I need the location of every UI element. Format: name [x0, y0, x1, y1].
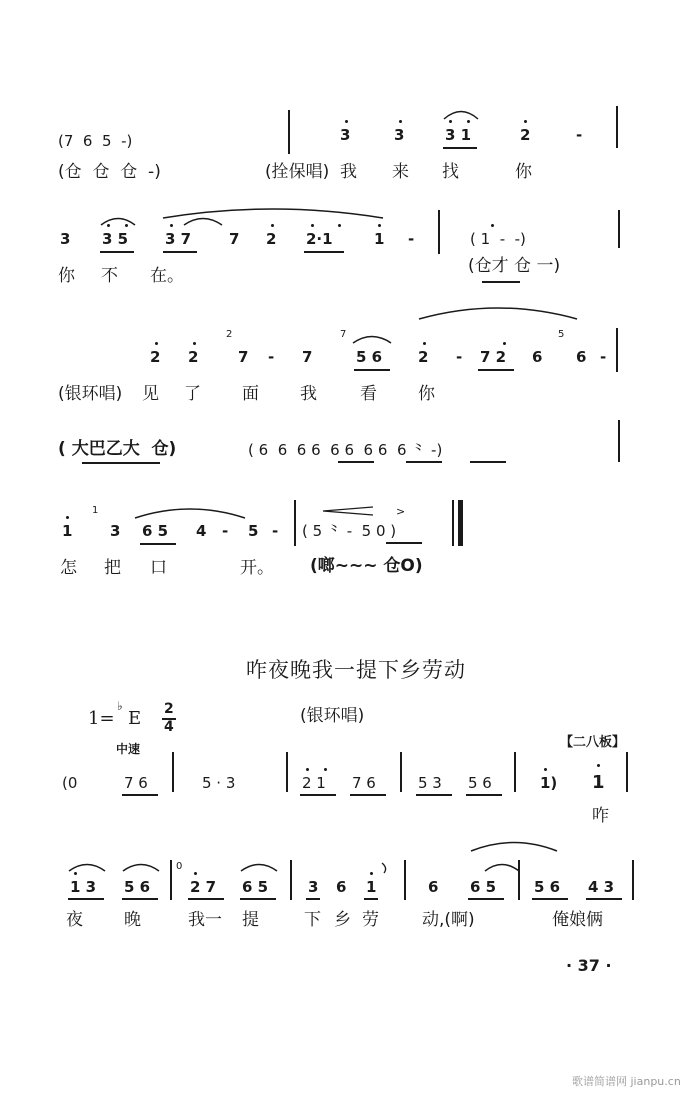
lyric: 不 — [101, 266, 118, 286]
note: 4 — [196, 522, 207, 540]
beam — [478, 369, 514, 371]
note: 3 7 — [165, 230, 192, 248]
octave-dot — [271, 224, 274, 227]
barline — [438, 210, 440, 254]
dash: - — [222, 522, 229, 540]
note: 1 3 — [70, 878, 97, 896]
slur — [68, 860, 106, 872]
banqiang-label: 【二八板】 — [560, 735, 626, 750]
grace-note: 5 — [558, 329, 565, 340]
note: 6 — [428, 878, 439, 896]
beam — [406, 461, 442, 463]
barline — [288, 110, 290, 154]
note: 2 — [188, 348, 199, 366]
flat-sign: ♭ — [117, 699, 123, 713]
barline — [400, 752, 402, 792]
dash: - — [576, 126, 583, 144]
grace-note: 0 — [176, 861, 183, 872]
note: 5 6 — [468, 774, 492, 792]
grace-note: 2 — [226, 329, 233, 340]
page-number: · 37 · — [566, 956, 612, 975]
note: (0 — [62, 774, 78, 792]
octave-dot — [74, 872, 77, 875]
beam — [443, 147, 477, 149]
lyric: 你 — [58, 266, 75, 286]
time-sig-top: 2 — [164, 701, 174, 717]
breath-mark — [380, 862, 390, 874]
note: 6 — [532, 348, 543, 366]
beam — [466, 794, 502, 796]
slur — [470, 838, 558, 852]
time-sig-bottom: 4 — [164, 719, 174, 735]
slur — [100, 214, 136, 226]
role-label: (银环唱) — [58, 384, 123, 404]
grace-note: 7 — [340, 329, 347, 340]
lyric: 怎 — [60, 558, 77, 578]
barline — [172, 752, 174, 792]
beam — [300, 794, 336, 796]
note: 1 — [592, 772, 605, 793]
octave-dot — [338, 224, 341, 227]
percussion-notes: ( 6 6 6 6 6 6 6 6 6 ⺀ -) — [248, 441, 443, 459]
underline — [82, 462, 160, 464]
beam — [188, 898, 224, 900]
beam — [416, 794, 452, 796]
lyric: 乡 — [334, 910, 351, 930]
slur — [134, 504, 246, 520]
note: 5 · 3 — [202, 774, 236, 792]
note: 2 7 — [190, 878, 217, 896]
lyric: 我一 — [188, 910, 222, 930]
barline — [616, 328, 618, 372]
lyric: 开。 — [240, 558, 274, 578]
note: 7 2 — [480, 348, 507, 366]
accent-mark: > — [396, 505, 406, 518]
role-label: (拴保唱) — [265, 162, 330, 182]
octave-dot — [345, 120, 348, 123]
octave-dot — [524, 120, 527, 123]
octave-dot — [399, 120, 402, 123]
lyric: 提 — [242, 910, 259, 930]
note: 3 — [308, 878, 319, 896]
underline — [482, 281, 520, 283]
slur — [240, 860, 278, 872]
lyric: 找 — [442, 162, 459, 182]
octave-dot — [311, 224, 314, 227]
dash: - — [272, 522, 279, 540]
lyric: 你 — [515, 162, 532, 182]
beam — [122, 898, 158, 900]
note: 5 — [248, 522, 259, 540]
tempo-mark: 中速 — [116, 742, 141, 756]
beam — [163, 251, 197, 253]
octave-dot — [193, 342, 196, 345]
percussion: (仓 仓 仓 -) — [58, 162, 161, 182]
note: 3 — [394, 126, 405, 144]
final-barline-thick — [458, 500, 463, 546]
beam — [338, 461, 374, 463]
note: 2 — [520, 126, 531, 144]
note: 3 5 — [102, 230, 129, 248]
slur — [122, 860, 160, 872]
key-signature: 1= — [88, 708, 115, 729]
lyric: 你 — [418, 384, 435, 404]
octave-dot — [503, 342, 506, 345]
lyric: 了 — [184, 384, 201, 404]
barline — [616, 106, 618, 148]
barline — [514, 752, 516, 792]
inner-notes: ( 5 ⺀ - 5 0 ) — [302, 522, 397, 540]
beam — [304, 251, 344, 253]
beam — [470, 461, 506, 463]
lyric: 夜 — [66, 910, 83, 930]
note: 7 6 — [352, 774, 376, 792]
octave-dot — [306, 768, 309, 771]
percussion: ( 大巴乙大 仓) — [58, 439, 177, 459]
beam — [468, 898, 504, 900]
percussion: (仓才 仓 一) — [468, 256, 561, 276]
octave-dot — [66, 516, 69, 519]
barline — [632, 860, 634, 900]
note: 2 — [418, 348, 429, 366]
beam — [122, 794, 158, 796]
lyric: 来 — [392, 162, 409, 182]
lyric: 把 — [104, 558, 121, 578]
barline — [518, 860, 520, 900]
dash: - — [408, 230, 415, 248]
intro-notes: (7 6 5 -) — [58, 132, 133, 150]
note: 5 6 — [124, 878, 151, 896]
note: 5 6 — [356, 348, 383, 366]
lyric: 我 — [300, 384, 317, 404]
barline — [404, 860, 406, 900]
lyric: 面 — [242, 384, 259, 404]
note: 3 1 — [445, 126, 472, 144]
slur — [418, 303, 578, 321]
note: 3 — [60, 230, 71, 248]
note: 7 — [302, 348, 313, 366]
octave-dot — [378, 224, 381, 227]
beam — [100, 251, 134, 253]
lyric: 咋 — [592, 806, 609, 826]
note: 2·1 — [306, 230, 333, 248]
barline — [286, 752, 288, 792]
note: 6 5 — [242, 878, 269, 896]
note: 3 — [340, 126, 351, 144]
barline — [170, 860, 172, 900]
barline — [290, 860, 292, 900]
note: 6 5 — [142, 522, 169, 540]
key-letter: E — [128, 708, 142, 729]
lyric: 动,(啊) — [422, 910, 475, 930]
slur — [183, 214, 223, 226]
note: 1 — [374, 230, 385, 248]
dash: - — [600, 348, 607, 366]
watermark: 歌谱简谱网 jianpu.cn — [572, 1075, 681, 1088]
note: 1 — [62, 522, 73, 540]
octave-dot — [370, 872, 373, 875]
octave-dot — [324, 768, 327, 771]
lyric: 看 — [360, 384, 377, 404]
octave-dot — [194, 872, 197, 875]
slur — [352, 332, 392, 344]
note: 2 — [266, 230, 277, 248]
dash: - — [456, 348, 463, 366]
barline — [626, 752, 628, 792]
octave-dot — [544, 768, 547, 771]
note: 5 3 — [418, 774, 442, 792]
octave-dot — [155, 342, 158, 345]
octave-dot — [170, 224, 173, 227]
note: 2 1 — [302, 774, 326, 792]
note: 7 6 — [124, 774, 148, 792]
barline — [294, 500, 296, 546]
beam — [586, 898, 622, 900]
note: 1) — [540, 774, 558, 792]
barline — [618, 420, 620, 462]
lyric: 晚 — [124, 910, 141, 930]
lyric: 口 — [150, 558, 167, 578]
note: 7 — [229, 230, 240, 248]
beam — [386, 542, 422, 544]
beam — [140, 543, 176, 545]
note: 6 5 — [470, 878, 497, 896]
final-barline-thin — [452, 500, 454, 546]
song-title: 咋夜晚我一提下乡劳动 — [246, 658, 466, 682]
beam — [532, 898, 568, 900]
octave-dot — [491, 224, 494, 227]
beam — [306, 898, 320, 900]
lyric: 俺娘俩 — [552, 910, 603, 930]
slur — [443, 106, 479, 120]
slur — [484, 860, 520, 872]
beam — [68, 898, 104, 900]
beam — [354, 369, 390, 371]
lyric: 下 — [304, 910, 321, 930]
octave-dot — [423, 342, 426, 345]
note: 4 3 — [588, 878, 615, 896]
note: 3 — [110, 522, 121, 540]
beam — [240, 898, 276, 900]
octave-dot — [467, 120, 470, 123]
note: 5 6 — [534, 878, 561, 896]
lyric: 我 — [340, 162, 357, 182]
note: 1 — [366, 878, 377, 896]
octave-dot — [449, 120, 452, 123]
note: 7 — [238, 348, 249, 366]
octave-dot — [597, 764, 600, 767]
grace-note: 1 — [92, 505, 99, 516]
beam — [350, 794, 386, 796]
note: 6 — [576, 348, 587, 366]
percussion: (啷~~~ 仓O) — [310, 556, 423, 576]
note: 6 — [336, 878, 347, 896]
singer-label: (银环唱) — [300, 706, 365, 726]
beam — [364, 898, 378, 900]
lyric: 见 — [142, 384, 159, 404]
inner-notes: ( 1 - -) — [470, 230, 526, 248]
lyric: 劳 — [362, 910, 379, 930]
decrescendo — [322, 506, 374, 516]
dash: - — [268, 348, 275, 366]
lyric: 在。 — [150, 266, 184, 286]
barline — [618, 210, 620, 248]
note: 2 — [150, 348, 161, 366]
